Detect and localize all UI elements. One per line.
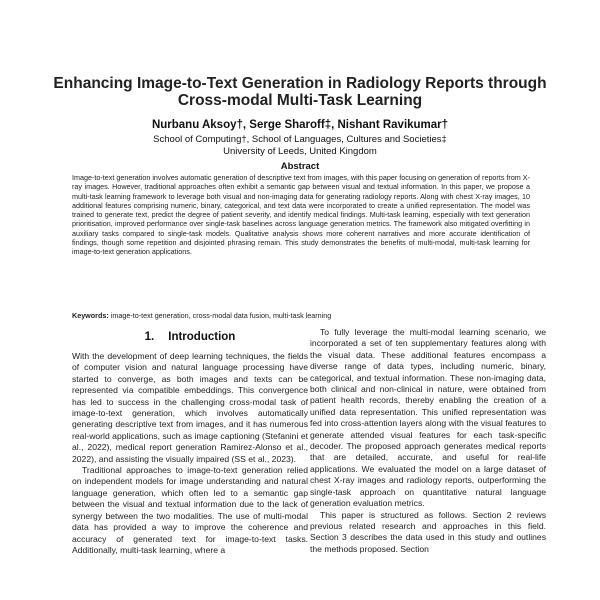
abstract-text: Image-to-text generation involves automatic generation of descriptive text from images, with this paper focusing on generation of reports from X-ray images. However, traditional approaches often exhibit a semantic gap between visual and textual information. In this paper, we propose a multi-task learning framework to leverage both visual and non-imaging data for generating radiology reports. Along with chest X-ray images, 10 additional features comprising numeric, binary, categorical, and text data were incorporated to create a unified representation. The model was trained to generate text, predict the degree of patient severity, and identify medical findings. Multi-task learning, especially with text generation prioritisation, improved performance over single-task baselines across language generation metrics. The framework also mitigated overfitting in auxiliary tasks compared to single-task models. Qualitative analysis shows more coherent narratives and more accurate identification of findings, though some repetition and disjointed phrasing remain. This study demonstrates the benefits of multi-modal, multi-task learning for image-to-text generation applications. — [72, 173, 530, 256]
paper-title-line2: Cross-modal Multi-Task Learning — [177, 92, 423, 109]
keywords-text: image-to-text generation, cross-modal data fusion, multi-task learning — [110, 311, 332, 320]
section-heading — [72, 331, 308, 343]
left-column — [72, 351, 308, 556]
section-title: Introduction — [168, 331, 236, 343]
left-column-paragraph-2: Traditional approaches to image-to-text generation relied on independent models for image understanding and natural language generation, which often led to a semantic gap between the visual and textual information due to the lack of synergy between the two modalities. The use of multi-modal data has provided a way to improve the coherence and accuracy of generated text for image-to-text tasks. Additionally, multi-task learning, where a — [72, 465, 308, 555]
keywords-line — [72, 311, 530, 320]
section-number: 1. — [144, 331, 155, 343]
right-column-paragraph-1: To fully leverage the multi-modal learning scenario, we incorporated a set of ten supplementary features along with the visual data. These additional features encompass a diverse range of data types, including numeric, binary, categorical, and textual information. These non-imaging data, both clinical and non-clinical in nature, were obtained from patient health records, thereby enabling the creation of a unified data representation. This unified representation was fed into cross-attention layers along with the visual features to generate attended visual features for each task-specific decoder. The proposed approach generates medical reports that are detailed, accurate, and useful for real-life applications. We evaluated the model on a large dataset of chest X-ray images and radiology reports, outperforming the single-task approach on quantitative natural language generation evaluation metrics. — [310, 327, 546, 509]
paper-title: Enhancing Image-to-Text Generation in Radiology Reports through — [53, 75, 547, 92]
abstract-heading: Abstract — [280, 161, 320, 172]
right-column — [310, 327, 546, 555]
author-list: Nurbanu Aksoy†, Serge Sharoff‡, Nishant Ravikumar† — [151, 119, 449, 131]
keywords-label: Keywords: — [72, 311, 109, 320]
affiliation-line-2: University of Leeds, United Kingdom — [223, 146, 377, 157]
affiliation-line-1: School of Computing†, School of Languages, Cultures and Societies‡ — [153, 134, 447, 145]
right-column-paragraph-2: This paper is structured as follows. Section 2 reviews previous related research and approaches in this field. Section 3 describes the data used in this study and outlines the methods proposed. Section — [310, 509, 546, 554]
left-column-paragraph-1: With the development of deep learning techniques, the fields of computer vision and natural language processing have started to converge, as both images and texts can be represented via compatible embeddings. This convergence has led to success in the challenging cross-modal task of image-to-text generation, which involves automatically generating descriptive text from images, and it has numerous real-world applications, such as image captioning (Stefanini et al., 2022), medical report generation Ramirez-Alonso et al., 2022), and assisting the visually impaired (SS et al., 2023). — [72, 351, 308, 464]
